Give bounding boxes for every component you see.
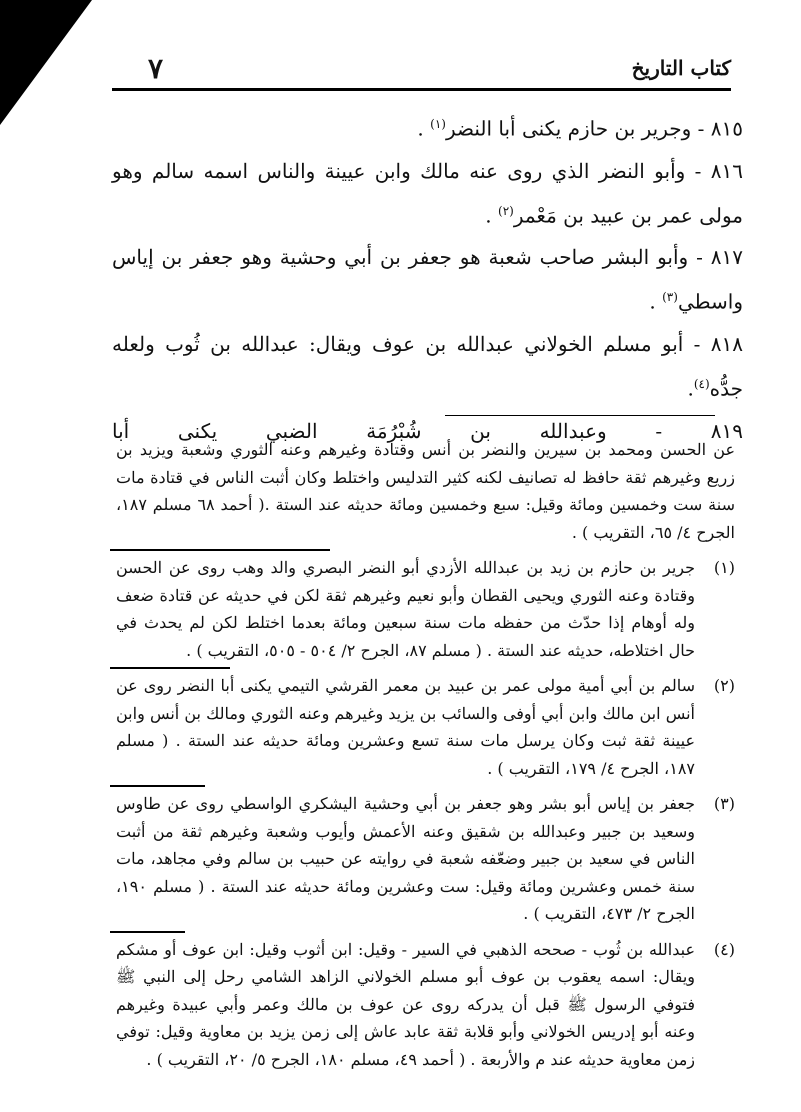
footnote-ref: (٤) (693, 376, 710, 391)
footnote-3 (116, 790, 735, 928)
main-text (112, 104, 743, 453)
footnote-text: جعفر بن إياس أبو بشر وهو جعفر بن أبي وحشية اليشكري الواسطي روى عن طاوس وسعيد بن جبير وعبدالله بن شقيق وعنه الأعمش وأيوب وشعبة وغيرهم ثقة من أثبت الناس في سعيد بن جبير وضعّفه شعبة في روايته عن حبيب بن سالم وفي مجاهد، مات سنة خمس وعشرين ومائة وقيل: ست وعشرين ومائة حديثه عند الستة . ( مسلم ١٩٠، الجرح ٢/ ٤٧٣، التقريب ) . (116, 794, 695, 923)
footnote-4 (116, 936, 735, 1074)
footnote-1 (116, 554, 735, 664)
page-header (112, 52, 731, 91)
entry-819: ٨١٩ - وعبدالله بن شُبْرُمَة الضبي يكنى أبا (112, 418, 743, 443)
page-number: ٧ (148, 52, 164, 85)
footnote-number: (١) (713, 558, 735, 577)
footnote-ref: (١) (430, 117, 446, 131)
book-title: كتاب التاريخ (631, 56, 731, 80)
page-corner-mark (0, 0, 92, 125)
footnote-number: (٢) (713, 676, 735, 695)
entry-818: ٨١٨ - أبو مسلم الخولاني عبدالله بن عوف ويقال: عبدالله بن ثُوب ولعله جدُّه$^{(٤)}$. (112, 331, 743, 401)
footnote-separator (110, 667, 230, 669)
footnote-ref: (٢) (498, 203, 514, 218)
entry-816: ٨١٦ - وأبو النضر الذي روى عنه مالك وابن عيينة والناس اسمه سالم وهو مولى عمر بن عبيد بن مَعْمر$^{(٢)}$ . (112, 158, 743, 228)
entry-815: ٨١٥ - وجرير بن حازم يكنى أبا النضر$^{(١)}$ . (417, 116, 743, 141)
footnote-separator (110, 549, 330, 551)
footnote-2 (116, 672, 735, 782)
footnote-text: سالم بن أبي أمية مولى عمر بن عبيد بن معمر القرشي التيمي يكنى أبا النضر روى عن أنس ابن مالك وابن أبي أوفى والسائب بن يزيد وغيرهم وعنه الثوري ومالك بن أنس وابن عيينة ثقة ثبت وكان يرسل مات سنة تسع وعشرين ومائة حديثه عند الستة . ( مسلم ١٨٧، الجرح ٤/ ١٧٩، التقريب ) . (116, 676, 695, 778)
footnote-divider (445, 415, 715, 416)
footnote-ref: (٣) (662, 290, 678, 305)
footnote-number: (٤) (713, 939, 735, 959)
footnote-separator (110, 931, 185, 933)
footnote-number: (٣) (713, 794, 735, 813)
entry-817: ٨١٧ - وأبو البشر صاحب شعبة هو جعفر بن أبي وحشية وهو جعفر بن إياس واسطي$^{(٣)}$ . (112, 245, 743, 314)
footnote-text: عبدالله بن ثُوب - صححه الذهبي في السير - وقيل: ابن أثوب وقيل: ابن عوف أو مشكم ويقال: اسمه يعقوب بن عوف أبو مسلم الخولاني الزاهد الشامي رحل إلى النبي ﷺ فتوفي الرسول ﷺ قبل أن يدركه روى عن عوف بن مالك وعمر وأبي عبيدة وغيرهم وعنه أبو إدريس الخولاني وأبو قلابة ثقة عابد عاش إلى زمن يزيد بن معاوية وقيل: توفي زمن معاوية حديثه عند م والأربعة . ( أحمد ٤٩، مسلم ١٨٠، الجرح ٥/ ٢٠، التقريب ) . (116, 939, 696, 1069)
footnote-separator (110, 785, 205, 787)
footnote-continuation: عن الحسن ومحمد بن سيرين والنضر بن أنس وقتادة وغيرهم وعنه الثوري وشعبة ويزيد بن زريع وغيرهم ثقة حافظ له تصانيف لكنه كثير التدليس واختلط وكان أثبت الناس في قتادة مات سنة ست وخمسين ومائة وقيل: سبع وخمسين ومائة حديثه عند الستة .( أحمد ٦٨ مسلم ١٨٧، الجرح ٤/ ٦٥، التقريب ) . (116, 440, 735, 542)
footnote-text: جرير بن حازم بن زيد بن عبدالله الأزدي أبو النضر البصري والد وهب روى عن الحسن وقتادة وعنه الثوري ويحيى القطان وأبو نعيم وغيرهم ثقة لكن في حديثه عن قتادة ضعف وله أوهام إذا حدّث من حفظه مات سنة سبعين ومائة بعدما اختلط لكن لم يحدث في حال اختلاطه، حديثه عند الستة . ( مسلم ٨٧، الجرح ٢/ ٥٠٤ - ٥٠٥، التقريب ) . (116, 558, 695, 660)
footnotes (116, 436, 735, 1073)
